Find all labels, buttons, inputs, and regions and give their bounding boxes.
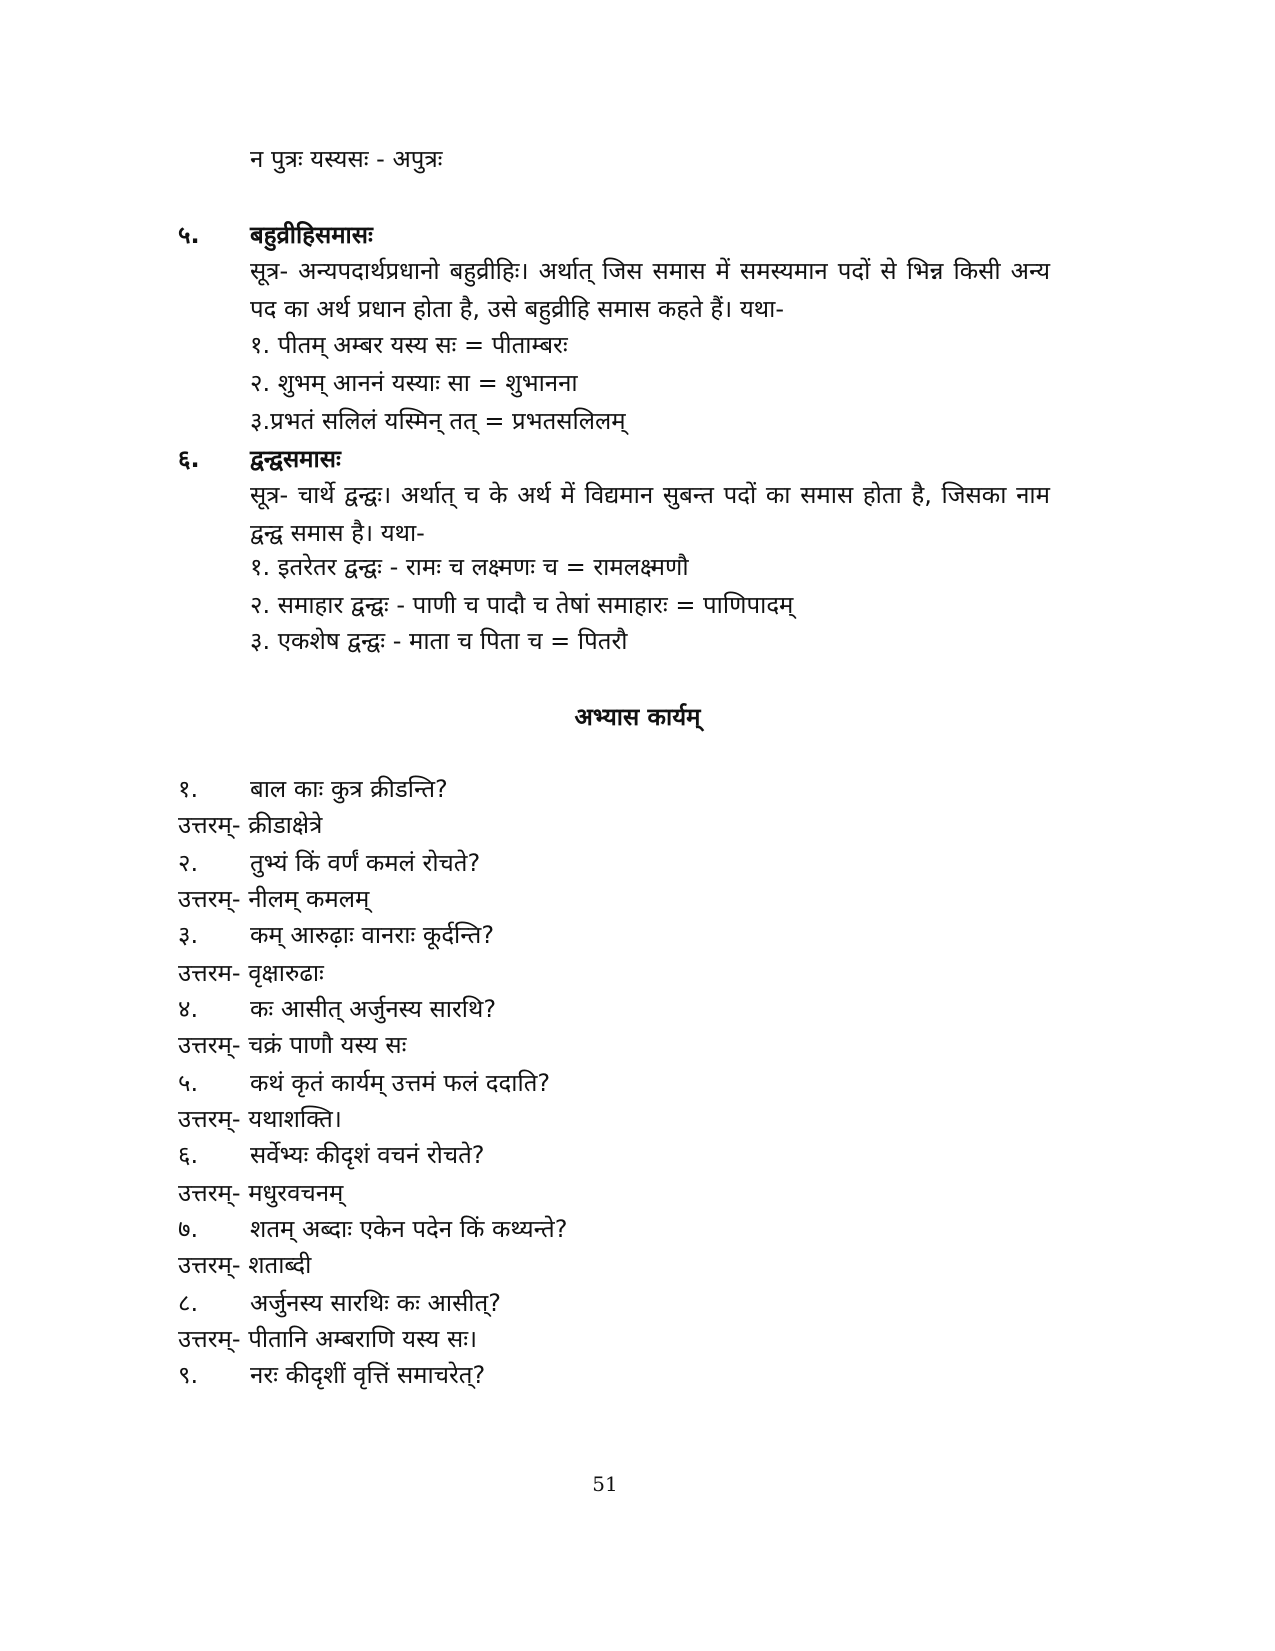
q9-number: ९. <box>178 1361 199 1389</box>
q9-question: नरः कीदृशीं वृत्तिं समाचरेत्? <box>250 1361 486 1389</box>
q8-answer: उत्तरम्- पीतानि अम्बराणि यस्य सः। <box>178 1325 478 1353</box>
section6-example-1: १. इतरेतर द्वन्द्वः - रामः च लक्ष्मणः च = रामलक्ष्मणौ <box>250 553 689 581</box>
section6-sutra: सूत्र- चार्थे द्वन्द्वः। अर्थात् च के अर्थ में विद्यमान सुबन्त पदों का समास होता है, जिसका नाम द्वन्द्व समास है। यथा- <box>250 481 1050 547</box>
q6-answer: उत्तरम्- मधुरवचनम् <box>178 1179 344 1207</box>
section5-title: बहुव्रीहिसमासः <box>250 221 373 249</box>
q2-answer: उत्तरम्- नीलम् कमलम् <box>178 885 370 913</box>
page-number: 51 <box>592 1472 618 1496</box>
q3-number: ३. <box>178 921 199 949</box>
q7-answer: उत्तरम्- शताब्दी <box>178 1251 312 1279</box>
q3-answer: उत्तरम- वृक्षारुढाः <box>178 959 324 987</box>
q1-question: बाल काः कुत्र क्रीडन्ति? <box>250 775 448 803</box>
q4-question: कः आसीत् अर्जुनस्य सारथि? <box>250 995 497 1023</box>
q5-question: कथं कृतं कार्यम् उत्तमं फलं ददाति? <box>250 1069 551 1097</box>
q7-number: ७. <box>178 1215 199 1243</box>
exercise-title: अभ्यास कार्यम् <box>574 703 701 731</box>
q4-number: ४. <box>178 995 199 1023</box>
q5-number: ५. <box>178 1069 199 1097</box>
section6-example-3: ३. एकशेष द्वन्द्वः - माता च पिता च = पितरौ <box>250 627 628 655</box>
q2-question: तुभ्यं किं वर्णं कमलं रोचते? <box>250 849 481 877</box>
section5-sutra: सूत्र- अन्यपदार्थप्रधानो बहुव्रीहिः। अर्थात् जिस समास में समस्यमान पदों से भिन्न किसी अन्य पद का अर्थ प्रधान होता है, उसे बहुव्रीहि समास कहते हैं। यथा- <box>250 257 1050 323</box>
q6-question: सर्वेभ्यः कीदृशं वचनं रोचते? <box>250 1141 485 1169</box>
section6-number: ६. <box>178 445 200 473</box>
q5-answer: उत्तरम्- यथाशक्ति। <box>178 1105 342 1133</box>
section5-number: ५. <box>178 221 200 249</box>
q8-question: अर्जुनस्य सारथिः कः आसीत्? <box>250 1289 501 1317</box>
section5-example-2: २. शुभम् आननं यस्याः सा = शुभानना <box>250 369 578 397</box>
section6-example-2: २. समाहार द्वन्द्वः - पाणी च पादौ च तेषां समाहारः = पाणिपादम् <box>250 591 794 619</box>
top-line: न पुत्रः यस्यसः - अपुत्रः <box>250 145 443 173</box>
section5-example-3: ३.प्रभतं सलिलं यस्मिन् तत् = प्रभतसलिलम् <box>250 407 626 435</box>
q6-number: ६. <box>178 1141 199 1169</box>
q7-question: शतम् अब्दाः एकेन पदेन किं कथ्यन्ते? <box>250 1215 568 1243</box>
section5-example-1: १. पीतम् अम्बर यस्य सः = पीताम्बरः <box>250 331 568 359</box>
q1-answer: उत्तरम्- क्रीडाक्षेत्रे <box>178 811 323 839</box>
q2-number: २. <box>178 849 199 877</box>
q8-number: ८. <box>178 1289 199 1317</box>
q3-question: कम् आरुढ़ाः वानराः कूर्दन्ति? <box>250 921 495 949</box>
q4-answer: उत्तरम्- चक्रं पाणौ यस्य सः <box>178 1031 407 1059</box>
q1-number: १. <box>178 775 199 803</box>
section6-title: द्वन्द्वसमासः <box>250 445 341 473</box>
